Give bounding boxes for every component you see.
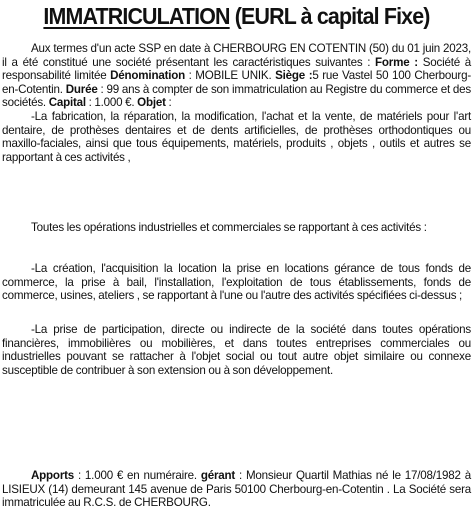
objet-label: Objet (137, 96, 166, 110)
objet-paragraph-3-block (2, 262, 471, 303)
denomination-value: : MOBILE UNIK. (185, 69, 276, 83)
intro-paragraph (2, 42, 471, 110)
gerant-value: : Monsieur Quartil Mathias né le 17/08/1982 à LISIEUX (14) demeurant 145 avenue de Paris 50100 Cherbourg-en-Cotentin . La Société sera immatriculée au R.C.S. de CHERBOURG. (2, 469, 471, 510)
intro-block (2, 42, 471, 164)
duree-label: Durée (65, 82, 98, 96)
closing-paragraph (2, 469, 471, 510)
denomination-label: Dénomination (110, 69, 186, 83)
siege-label: Siège : (275, 69, 313, 83)
closing-block (2, 469, 471, 510)
capital-label: Capital (48, 96, 86, 110)
objet-paragraph-2-block (2, 221, 471, 235)
page-title (17, 2, 457, 30)
duree-value: : 99 ans à compter de son immatriculation au Registre du commerce et des sociétés. (2, 82, 471, 110)
apports-label: Apports (31, 469, 75, 482)
objet-paragraph-4: -La prise de participation, directe ou indirecte de la société dans toutes opérations financières, immobilières ou mobilières, et dans toutes entreprises commerciales ou industrielles pouvant se rattacher à l'objet social ou tout autre objet similaire ou connexe susceptible de contribuer à son extension ou à son développement. (2, 323, 471, 377)
gerant-label: gérant (200, 469, 236, 482)
capital-value: : 1.000 €. (85, 96, 138, 110)
intro-text: Aux termes d'un acte SSP en date à CHERBOURG EN COTENTIN (50) du 01 juin 2023, il a été constitué une société présentant les caractéristiques suivantes : (2, 42, 471, 69)
objet-paragraph-4-block (2, 323, 471, 377)
apports-value: : 1.000 € en numéraire. (74, 469, 201, 482)
forme-label: Forme : (375, 55, 418, 69)
title-underlined: IMMATRICULATION (43, 3, 230, 29)
siege-value: 5 rue Vastel 50 100 Cherbourg-en-Cotentin. (2, 69, 471, 96)
objet-paragraph-2: Toutes les opérations industrielles et commerciales se rapportant à ces activités : (31, 221, 427, 234)
objet-value: : (165, 96, 172, 110)
forme-value: Société à responsabilité limitée (2, 55, 471, 83)
objet-paragraph-3: -La création, l'acquisition la location la prise en locations gérance de tous fonds de commerce, la prise à bail, l'installation, l'exploitation de tous établissements, fonds de commerce, usines, ateliers , se rapportant à l'une ou l'autre des activités spécifiées ci-dessus ; (2, 262, 471, 303)
title-rest: (EURL à capital Fixe) (229, 3, 430, 29)
objet-paragraph-1: -La fabrication, la réparation, la modification, l'achat et la vente, de matériels pour l'art dentaire, de prothèses dentaires et de dents artificielles, de prothèses orthodontiques ou maxillo-faciales, ainsi que tous équipements, matériels, produits , objets , outils et autres se rapportant à ces activités , (2, 109, 471, 164)
